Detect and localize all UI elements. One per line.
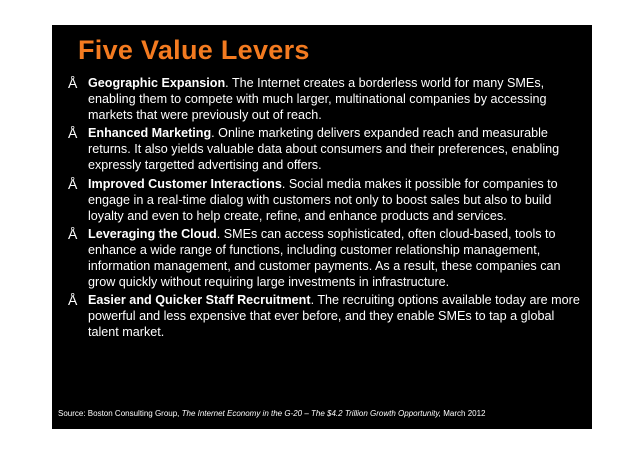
bullet-text: . The recruiting options available today are more powerful and less expensive that ever before, and they enable SMEs to tap a global talent market.	[88, 293, 580, 340]
bullet-text: . Social media makes it possible for companies to engage in a real-time dialog with customers not only to boost sales but also to build loyalty and even to help create, refine, and enhance products and services.	[88, 176, 558, 223]
source-prefix: Source: Boston Consulting Group,	[58, 409, 182, 418]
bullet-heading: Leveraging the Cloud	[88, 226, 217, 241]
bullet-item-enhanced-marketing	[68, 125, 588, 173]
bullet-list	[68, 75, 588, 343]
bullet-marker: Å	[68, 175, 78, 192]
bullet-text: . The Internet creates a borderless world for many SMEs, enabling them to compete with much larger, multinational companies by accessing markets that were previously out of reach.	[88, 76, 547, 123]
bullet-item-geographic-expansion	[68, 75, 588, 123]
bullet-item-leveraging-the-cloud	[68, 226, 588, 290]
bullet-item-staff-recruitment	[68, 292, 588, 340]
source-date: March 2012	[441, 409, 486, 418]
source-citation	[58, 409, 485, 418]
bullet-marker: Å	[68, 292, 78, 309]
bullet-heading: Easier and Quicker Staff Recruitment	[88, 293, 311, 308]
bullet-marker: Å	[68, 75, 78, 91]
bullet-text: . Online marketing delivers expanded reach and measurable returns. It also yields valuable data about consumers and their preferences, enabling expressly targetted advertising and offers.	[88, 126, 560, 173]
slide	[52, 25, 592, 429]
bullet-heading: Geographic Expansion	[88, 76, 226, 90]
source-work-title: The Internet Economy in the G-20 – The $4.2 Trillion Growth Opportunity,	[181, 409, 442, 418]
bullet-marker: Å	[68, 125, 78, 142]
bullet-heading: Enhanced Marketing	[88, 126, 212, 141]
bullet-heading: Improved Customer Interactions	[88, 176, 282, 191]
slide-title: Five Value Levers	[78, 35, 310, 65]
bullet-item-improved-customer-interactions	[68, 176, 588, 224]
bullet-text: . SMEs can access sophisticated, often cloud-based, tools to enhance a wide range of functions, including customer relationship management, information management, and customer payments. As a result, these companies can grow quickly without requiring large investments in infrastructure.	[88, 226, 561, 290]
bullet-marker: Å	[68, 225, 78, 242]
